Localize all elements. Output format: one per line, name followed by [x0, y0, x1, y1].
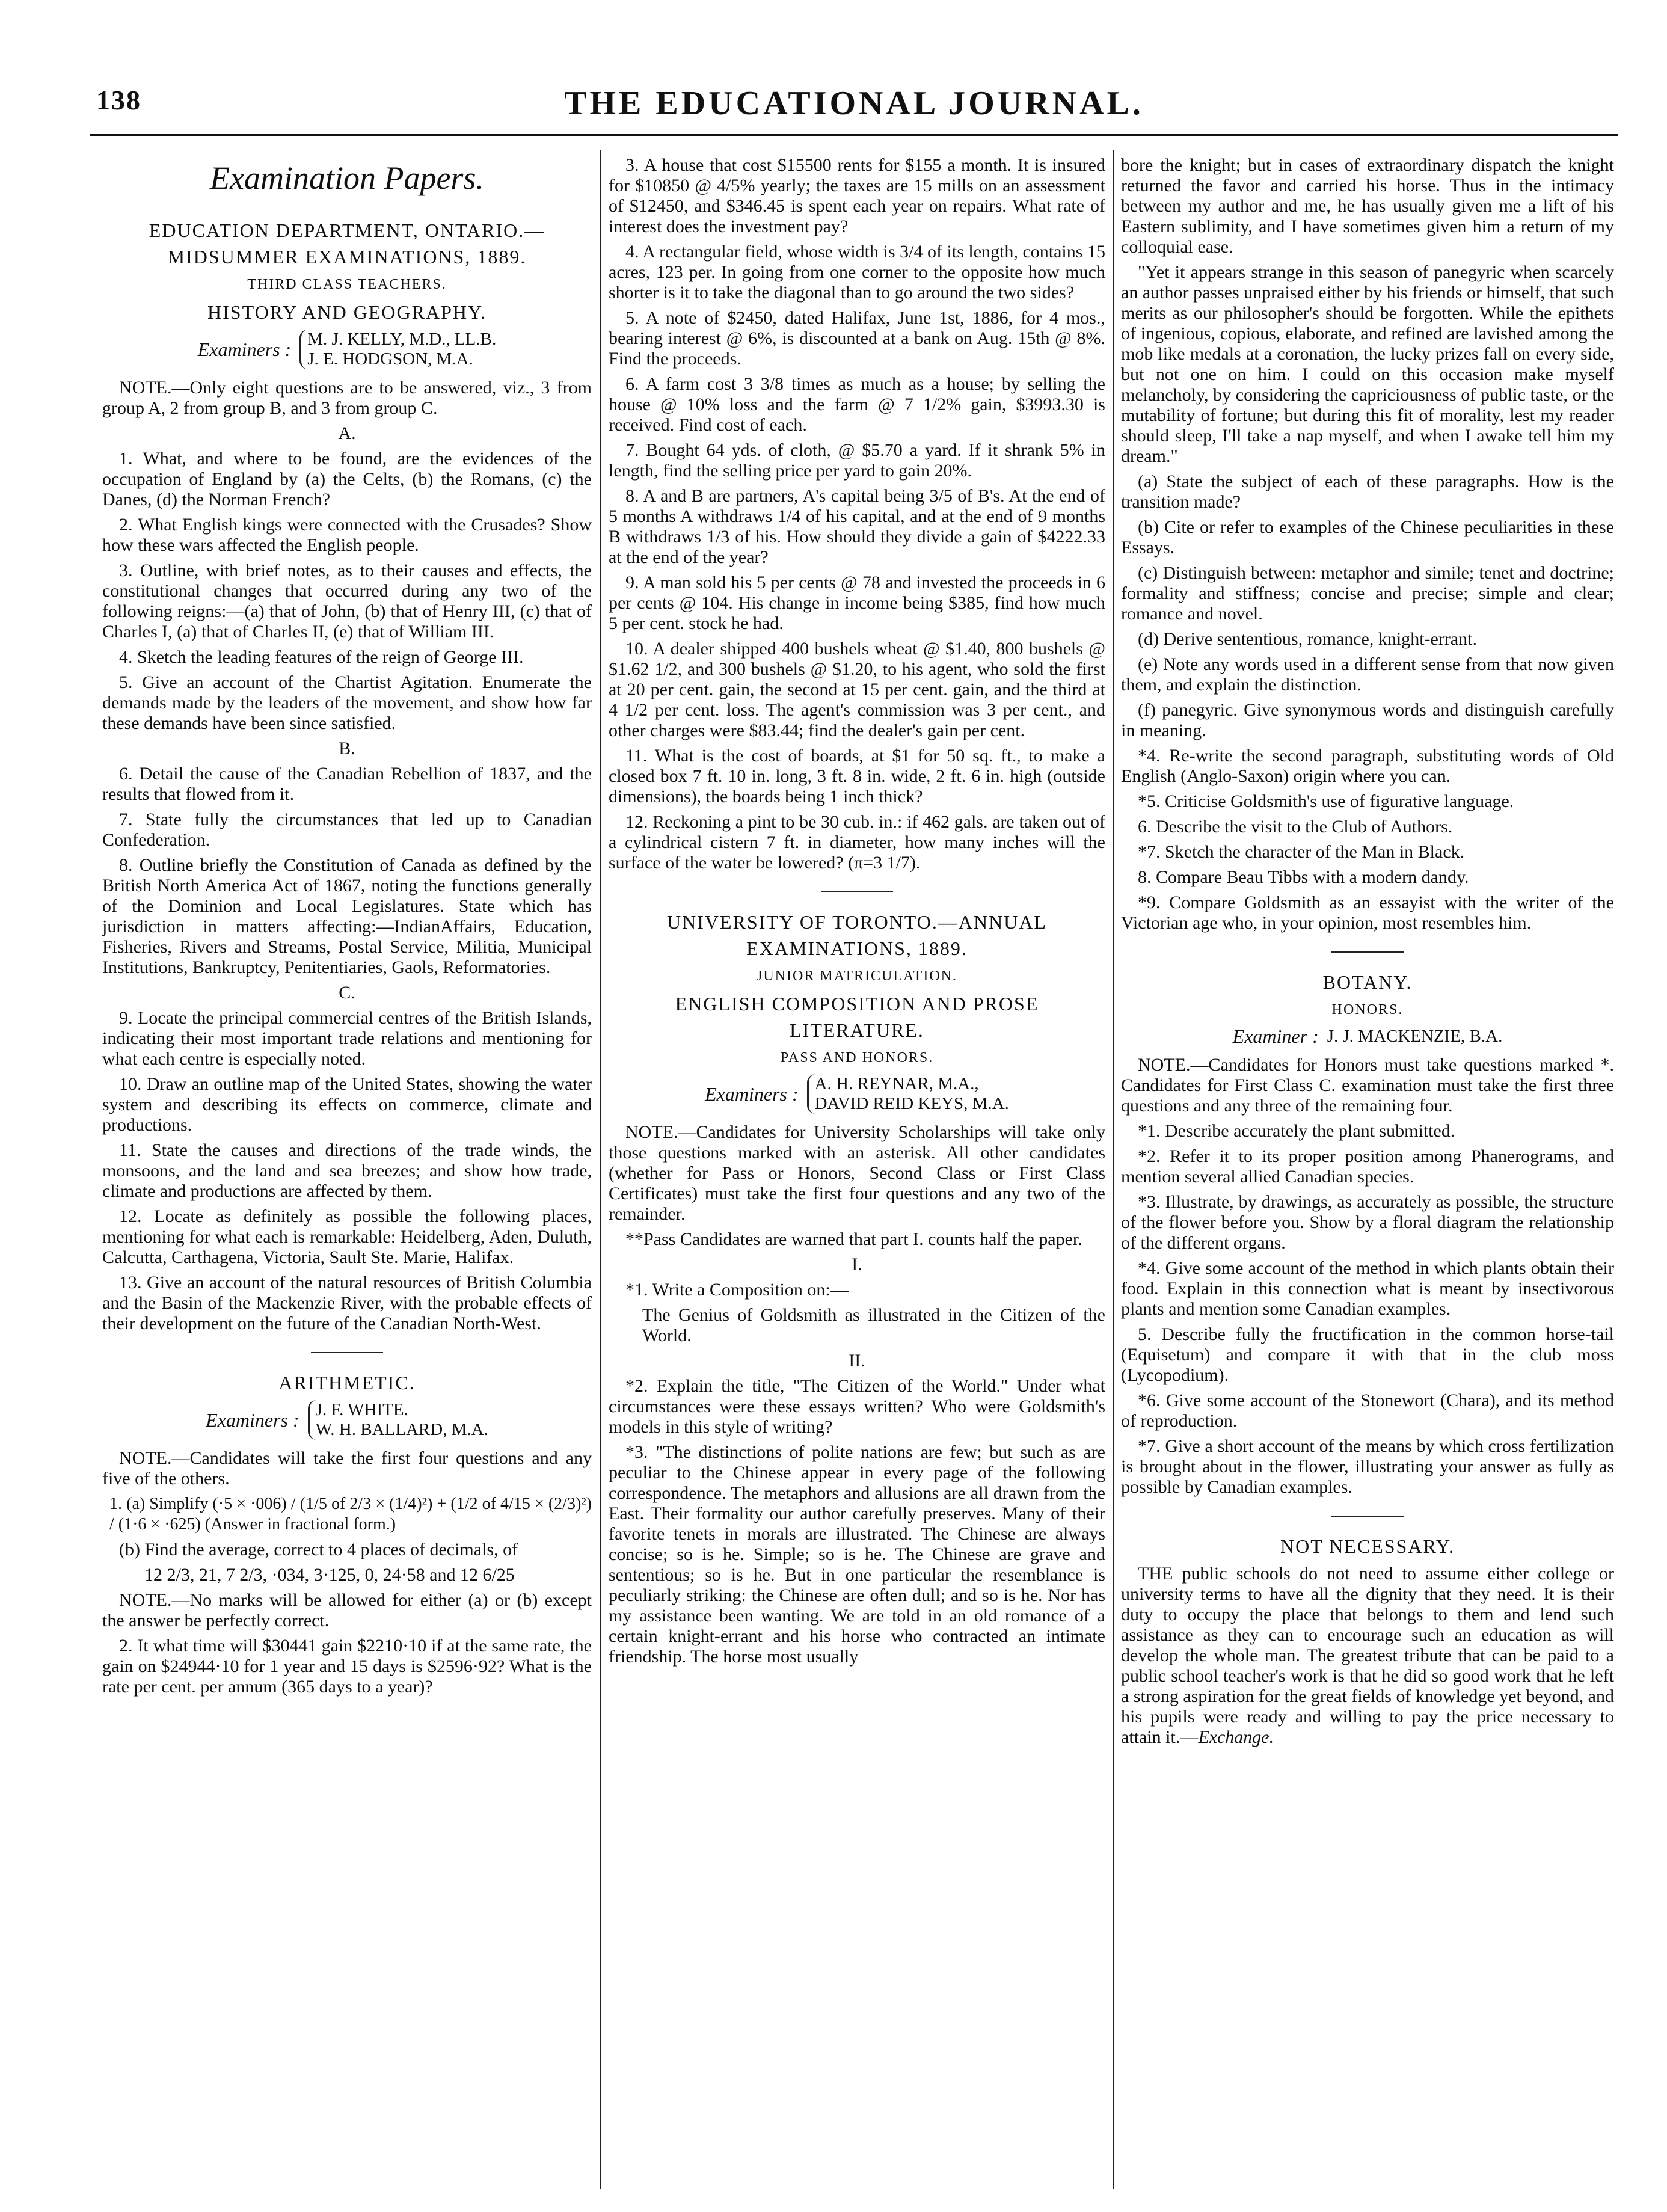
question: 11. What is the cost of boards, at $1 for 50 sq. ft., to make a closed box 7 ft. 10 in. long, 3 ft. 8 in. wide, 2 ft. 6 in. high (outside dimensions), the boards being 1 inch thick?	[609, 746, 1105, 806]
question: 13. Give an account of the natural resources of British Columbia and the Basin of the Mackenzie River, with the probable effects of their development on the future of the Canadian North-West.	[102, 1273, 592, 1333]
section-separator	[821, 891, 893, 892]
question: 1. (a) Simplify (·5 × ·006) / (1/5 of 2/3 × (1/4)²) + (1/2 of 4/15 × (2/3)²) / (1·6 × ·625) (Answer in fractional form.)	[109, 1495, 592, 1534]
column-2	[609, 155, 1105, 2188]
sub-question: (f) panegyric. Give synonymous words and distinguish carefully in meaning.	[1121, 700, 1614, 740]
english-title-1: ENGLISH COMPOSITION AND PROSE	[675, 993, 1039, 1015]
history-examiners	[102, 330, 592, 369]
sub-question: (d) Derive sententious, romance, knight-errant.	[1138, 629, 1477, 649]
question: 12. Reckoning a pint to be 30 cub. in.: if 462 gals. are taken out of a cylindrical cistern 7 ft. in diameter, how many inches will the surface of the water be lowered? (π=3 1/7).	[609, 812, 1105, 873]
examiner-name: A. H. REYNAR, M.A.,	[814, 1074, 979, 1093]
not-necessary-text	[1121, 1564, 1614, 1748]
section-title: Examination Papers.	[210, 160, 484, 196]
question: 2. What English kings were connected with the Crusades? Show how these wars affected the English people.	[102, 515, 592, 555]
group-c-label: C.	[339, 983, 355, 1003]
question: 7. Bought 64 yds. of cloth, @ $5.70 a yard. If it shrank 5% in length, find the selling price per yard to gain 20%.	[609, 440, 1105, 481]
english-title-2: LITERATURE.	[790, 1019, 924, 1041]
english-examiners	[609, 1074, 1105, 1114]
examiners-label: Examiners :	[197, 339, 292, 360]
university-heading-1: UNIVERSITY OF TORONTO.—ANNUAL	[667, 911, 1047, 933]
part-i-label: I.	[852, 1255, 862, 1274]
question: 1. What, and where to be found, are the evidences of the occupation of England by (a) the Celts, (b) the Romans, (c) the Danes, (d) the Norman French?	[102, 449, 592, 509]
sub-question: (e) Note any words used in a different sense from that now given them, and explain the distinction.	[1121, 654, 1614, 695]
examiner-name: M. J. KELLY, M.D., LL.B.	[307, 330, 497, 349]
pass-warning: **Pass Candidates are warned that part I. counts half the paper.	[625, 1229, 1082, 1249]
examiner-name: W. H. BALLARD, M.A.	[315, 1420, 488, 1439]
section-separator	[1331, 951, 1404, 953]
botany-title: BOTANY.	[1322, 971, 1413, 993]
third-class-subheading: THIRD CLASS TEACHERS.	[247, 277, 447, 292]
dept-heading-1: EDUCATION DEPARTMENT, ONTARIO.—	[149, 220, 545, 241]
question: 7. State fully the circumstances that led up to Canadian Confederation.	[102, 810, 592, 850]
not-necessary-title: NOT NECESSARY.	[1280, 1535, 1455, 1557]
examiner-names	[807, 1074, 1009, 1114]
question: 11. State the causes and directions of the trade winds, the monsoons, and the land and sea breezes; and show how trade, climate and productions are affected by them.	[102, 1140, 592, 1201]
question: 4. A rectangular field, whose width is 3/4 of its length, contains 15 acres, 123 per. In going from one corner to the opposite how much shorter is it to take the diagonal than to go around the two sides?	[609, 242, 1105, 303]
question: *4. Re-write the second paragraph, substituting words of Old English (Anglo-Saxon) origin where you can.	[1121, 746, 1614, 786]
question: *9. Compare Goldsmith as an essayist with the writer of the Victorian age who, in your opinion, most resembles him.	[1121, 892, 1614, 933]
dept-heading-2: MIDSUMMER EXAMINATIONS, 1889.	[167, 246, 527, 268]
question: 8. Compare Beau Tibbs with a modern dandy.	[1138, 867, 1469, 887]
question: 5. Describe fully the fructification in the common horse-tail (Equisetum) and compare it with that in the club moss (Lycopodium).	[1121, 1324, 1614, 1385]
average-values: 12 2/3, 21, 7 2/3, ·034, 3·125, 0, 24·58 and 12 6/25	[144, 1565, 515, 1585]
examiner-name: J. F. WHITE.	[315, 1400, 408, 1419]
question: *5. Criticise Goldsmith's use of figurative language.	[1138, 791, 1514, 811]
composition-topic: The Genius of Goldsmith as illustrated in the Citizen of the World.	[642, 1305, 1105, 1345]
question: 10. Draw an outline map of the United States, showing the water system and describing its effects on commerce, climate and productions.	[102, 1074, 592, 1135]
question: *7. Sketch the character of the Man in Black.	[1138, 842, 1465, 862]
column-1	[102, 155, 592, 2188]
question: 5. Give an account of the Chartist Agitation. Enumerate the demands made by the leaders of the movement, and show how far these demands have been since satisfied.	[102, 672, 592, 733]
question: 8. A and B are partners, A's capital being 3/5 of B's. At the end of 5 months A withdraws 1/4 of his capital, and at the end of 9 months B withdraws 1/3 of his. How should they divide a gain of $4222.33 at the end of the year?	[609, 486, 1105, 567]
examiners-label: Examiners :	[206, 1409, 299, 1431]
column-divider-1	[600, 150, 601, 2189]
examiner-label: Examiner :	[1232, 1025, 1319, 1047]
examiner-names	[308, 1400, 488, 1440]
column-3	[1121, 155, 1614, 2188]
question: *7. Give a short account of the means by which cross fertilization is brought about in the flower, illustrating your answer as fully as possible by Canadian examples.	[1121, 1436, 1614, 1497]
arithmetic-title: ARITHMETIC.	[278, 1372, 416, 1393]
question: 12. Locate as definitely as possible the following places, mentioning for what each is remarkable: Heidelberg, Aden, Duluth, Calcutta, Carthagena, Victoria, Sault Ste. Marie, Halifax.	[102, 1206, 592, 1267]
question: 6. A farm cost 3 3/8 times as much as a house; by selling the house @ 10% loss and the farm @ 7 1/2% gain, $3993.30 is received. Find cost of each.	[609, 374, 1105, 435]
question: *6. Give some account of the Stonewort (Chara), and its method of reproduction.	[1121, 1390, 1614, 1431]
question: (b) Find the average, correct to 4 places of decimals, of	[119, 1540, 518, 1559]
sub-question: (c) Distinguish between: metaphor and simile; tenet and doctrine; formality and stiffness; concise and precise; simple and clear; romance and novel.	[1121, 563, 1614, 624]
article-body: THE public schools do not need to assume either college or university terms to have all the dignity that they need. It is their duty to occupy the place that belongs to them and lend such assistance as they can to encourage such an education as will develop the whole man. The greatest tribute that can be paid to a public school teacher's work is that he did so good work that he left a strong aspiration for the great fields of knowledge yet beyond, and his pupils were ready and willing to pay the price necessary to attain it.—	[1121, 1564, 1614, 1747]
page-number: 138	[96, 85, 141, 115]
arithmetic-note: NOTE.—Candidates will take the first four questions and any five of the others.	[102, 1448, 592, 1488]
question: 9. Locate the principal commercial centres of the British Islands, indicating their most important trade relations and mentioning for what each centre is especially noted.	[102, 1008, 592, 1069]
quote-paragraph: "Yet it appears strange in this season of panegyric when scarcely an author passes unpraised either by his friends or himself, that such merits as our philosopher's should be forgotten. While the epithets of ingenious, copious, elaborate, and refined are lavished among the mob like medals at a coronation, the lucky prizes fall on every side, but not one on him. I could on this occasion make myself melancholy, by considering the capriciousness of public taste, or the mutability of fortune; but during this fit of morality, lest my reader should sleep, I'll take a nap myself, and when I awake tell him my dream."	[1121, 262, 1614, 466]
quote-continuation: bore the knight; but in cases of extraordinary dispatch the knight returned the favor and carried his horse. Thus in the intimacy between my author and me, he has usually given me a lift of his Eastern sublimity, and I have sometimes given him a return of my colloquial ease.	[1121, 155, 1614, 257]
column-divider-2	[1113, 150, 1114, 2189]
question: 3. A house that cost $15500 rents for $155 a month. It is insured for $10850 @ 4/5% yearly; the taxes are 15 mills on an assessment of $12450, and $346.45 is spent each year on repairs. What rate of interest does the investment pay?	[609, 155, 1105, 236]
question: 10. A dealer shipped 400 bushels wheat @ $1.40, 800 bushels @ $1.62 1/2, and 300 bushels @ $1.20, to his agent, who sold the first at 20 per cent. gain, the second at 15 per cent. gain, and the third at 4 1/2 per cent. loss. The agent's commission was 3 per cent., and other charges were $83.44; find the dealer's gain per cent.	[609, 639, 1105, 740]
examiners-label: Examiners :	[705, 1083, 799, 1105]
question: *2. Explain the title, "The Citizen of the World." Under what circumstances were these essays written? Who were Goldsmith's models in this style of writing?	[609, 1376, 1105, 1437]
question: 2. It what time will $30441 gain $2210·10 if at the same rate, the gain on $24944·10 for 1 year and 15 days is $2596·92? What is the rate per cent. per annum (365 days to a year)?	[102, 1636, 592, 1697]
part-ii-label: II.	[849, 1351, 865, 1371]
university-heading-2: EXAMINATIONS, 1889.	[746, 938, 968, 959]
page-header	[96, 84, 1612, 120]
article-source: Exchange.	[1198, 1727, 1274, 1747]
question: *1. Write a Composition on:—	[625, 1280, 849, 1300]
group-b-label: B.	[339, 739, 355, 758]
sub-question: (b) Cite or refer to examples of the Chinese peculiarities in these Essays.	[1121, 517, 1614, 558]
question: 5. A note of $2450, dated Halifax, June 1st, 1886, for 4 mos., bearing interest @ 6%, is discounted at a bank on Aug. 15th @ 8%. Find the proceeds.	[609, 308, 1105, 369]
arithmetic-note-2: NOTE.—No marks will be allowed for either (a) or (b) except the answer be perfectly correct.	[102, 1590, 592, 1630]
section-separator	[311, 1352, 383, 1353]
english-note: NOTE.—Candidates for University Scholarships will take only those questions marked with an asterisk. All other candidates (whether for Pass or Honors, Second Class or First Class Certificates) must take the first four questions and any two of the remainder.	[609, 1122, 1105, 1224]
question: *1. Describe accurately the plant submitted.	[1138, 1121, 1455, 1141]
examiner-name: J. E. HODGSON, M.A.	[307, 349, 473, 369]
pass-honors: PASS AND HONORS.	[780, 1050, 934, 1066]
question: *2. Refer it to its proper position among Phanerograms, and mention several allied Canadian species.	[1121, 1146, 1614, 1187]
botany-note: NOTE.—Candidates for Honors must take questions marked *. Candidates for First Class C. examination must take the first three questions and any three of the remaining four.	[1121, 1055, 1614, 1116]
question: 9. A man sold his 5 per cents @ 78 and invested the proceeds in 6 per cents @ 104. His change in income being $385, find how much 5 per cent. stock he had.	[609, 573, 1105, 633]
section-separator	[1331, 1516, 1404, 1517]
history-note: NOTE.—Only eight questions are to be answered, viz., 3 from group A, 2 from group B, and 3 from group C.	[102, 378, 592, 418]
arithmetic-examiners	[102, 1400, 592, 1440]
question: 4. Sketch the leading features of the reign of George III.	[119, 647, 524, 667]
group-a-label: A.	[338, 423, 356, 443]
honors-subheading: HONORS.	[1331, 1002, 1404, 1018]
botany-examiner	[1121, 1026, 1614, 1046]
question: 6. Describe the visit to the Club of Authors.	[1138, 817, 1453, 837]
junior-matriculation: JUNIOR MATRICULATION.	[757, 968, 957, 984]
journal-title: THE EDUCATIONAL JOURNAL.	[564, 85, 1144, 122]
examiner-names	[299, 330, 496, 369]
question: *3. "The distinctions of polite nations are few; but such as are peculiar to the Chinese appear in every page of the following correspondence. The metaphors and allusions are all drawn from the East. Their formality our author carefully preserves. Many of their favorite tenets in morals are illustrated. The Chinese are always concise; so is he. Simple; so is he. The Chinese are grave and sententious; so is he. But in one particular the resemblance is peculiarly striking: the Chinese are often dull; and so is he. Nor has my assistance been wanting. We are told in an old romance of a certain knight-errant and his horse who contracted an intimate friendship. The horse most usually	[609, 1442, 1105, 1667]
question: 6. Detail the cause of the Canadian Rebellion of 1837, and the results that flowed from it.	[102, 764, 592, 804]
question: 3. Outline, with brief notes, as to their causes and effects, the constitutional changes that occurred during any two of the following reigns:—(a) that of John, (b) that of Henry III, (c) that of Charles I, (a) that of Charles II, (e) that of William III.	[102, 561, 592, 642]
history-geography-title: HISTORY AND GEOGRAPHY.	[207, 301, 487, 323]
question: *3. Illustrate, by drawings, as accurately as possible, the structure of the flower before you. Show by a floral diagram the relationship of the different organs.	[1121, 1192, 1614, 1253]
examiner-name: DAVID REID KEYS, M.A.	[814, 1094, 1009, 1113]
sub-question: (a) State the subject of each of these paragraphs. How is the transition made?	[1121, 472, 1614, 512]
question: *4. Give some account of the method in which plants obtain their food. Explain in this connection what is meant by insectivorous plants and mention some Canadian examples.	[1121, 1258, 1614, 1319]
question: 8. Outline briefly the Constitution of Canada as defined by the British North America Act of 1867, noting the functions generally of the Dominion and Local Legislatures. State which has jurisdiction in matters affecting:—IndianAffairs, Education, Fisheries, Rivers and Streams, Postal Service, Militia, Municipal Institutions, Bankruptcy, Penitentiaries, Gaols, Reformatories.	[102, 855, 592, 977]
examiner-name: J. J. MACKENZIE, B.A.	[1327, 1027, 1503, 1046]
header-rule	[90, 134, 1618, 136]
